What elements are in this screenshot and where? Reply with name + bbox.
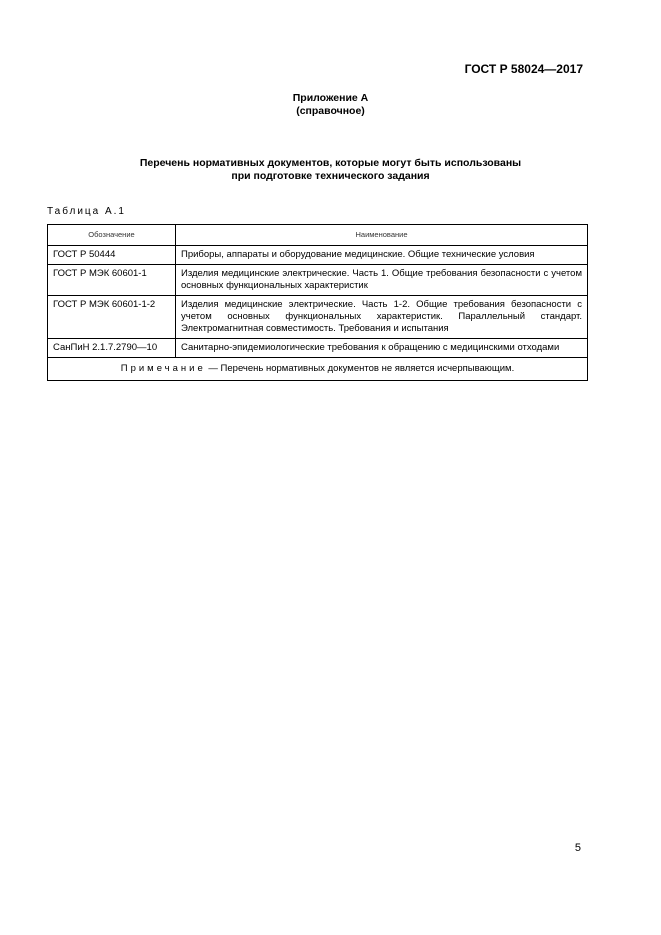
appendix-title: Приложение А bbox=[292, 92, 369, 104]
doc-name: Приборы, аппараты и оборудование медицинские. Общие технические условия bbox=[176, 246, 588, 265]
doc-code: ГОСТ Р МЭК 60601-1-2 bbox=[48, 296, 176, 339]
table-note bbox=[48, 358, 588, 381]
doc-code: ГОСТ Р МЭК 60601-1 bbox=[48, 265, 176, 296]
appendix-subtitle: (справочное) bbox=[296, 105, 365, 117]
section-heading-line1: Перечень нормативных документов, которые могут быть использованы bbox=[139, 157, 522, 169]
doc-code: ГОСТ Р 50444 bbox=[48, 246, 176, 265]
table-row bbox=[48, 265, 588, 296]
note-text: — Перечень нормативных документов не является исчерпывающим. bbox=[208, 363, 515, 374]
column-header: Обозначение bbox=[48, 225, 176, 246]
page-number: 5 bbox=[574, 842, 581, 854]
table-note-row bbox=[48, 358, 588, 381]
section-heading-line2: при подготовке технического задания bbox=[231, 170, 430, 182]
table-row bbox=[48, 296, 588, 339]
note-label: Примечание bbox=[120, 363, 206, 374]
table-caption: Таблица А.1 bbox=[47, 206, 126, 217]
doc-name: Изделия медицинские электрические. Часть 1-2. Общие требования безопасности с учетом основных функциональных характеристик. Параллельный стандарт. Электромагнитная совместимость. Требования и испытания bbox=[176, 296, 588, 339]
doc-name: Изделия медицинские электрические. Часть 1. Общие требования безопасности с учетом основных функциональных характеристик bbox=[176, 265, 588, 296]
column-header: Наименование bbox=[176, 225, 588, 246]
table-row bbox=[48, 246, 588, 265]
table-row bbox=[48, 339, 588, 358]
doc-name: Санитарно-эпидемиологические требования к обращению с медицинскими отходами bbox=[176, 339, 588, 358]
standard-number: ГОСТ Р 58024—2017 bbox=[464, 62, 583, 76]
documents-table bbox=[47, 224, 588, 381]
table-header-row bbox=[48, 225, 588, 246]
doc-code: СанПиН 2.1.7.2790—10 bbox=[48, 339, 176, 358]
